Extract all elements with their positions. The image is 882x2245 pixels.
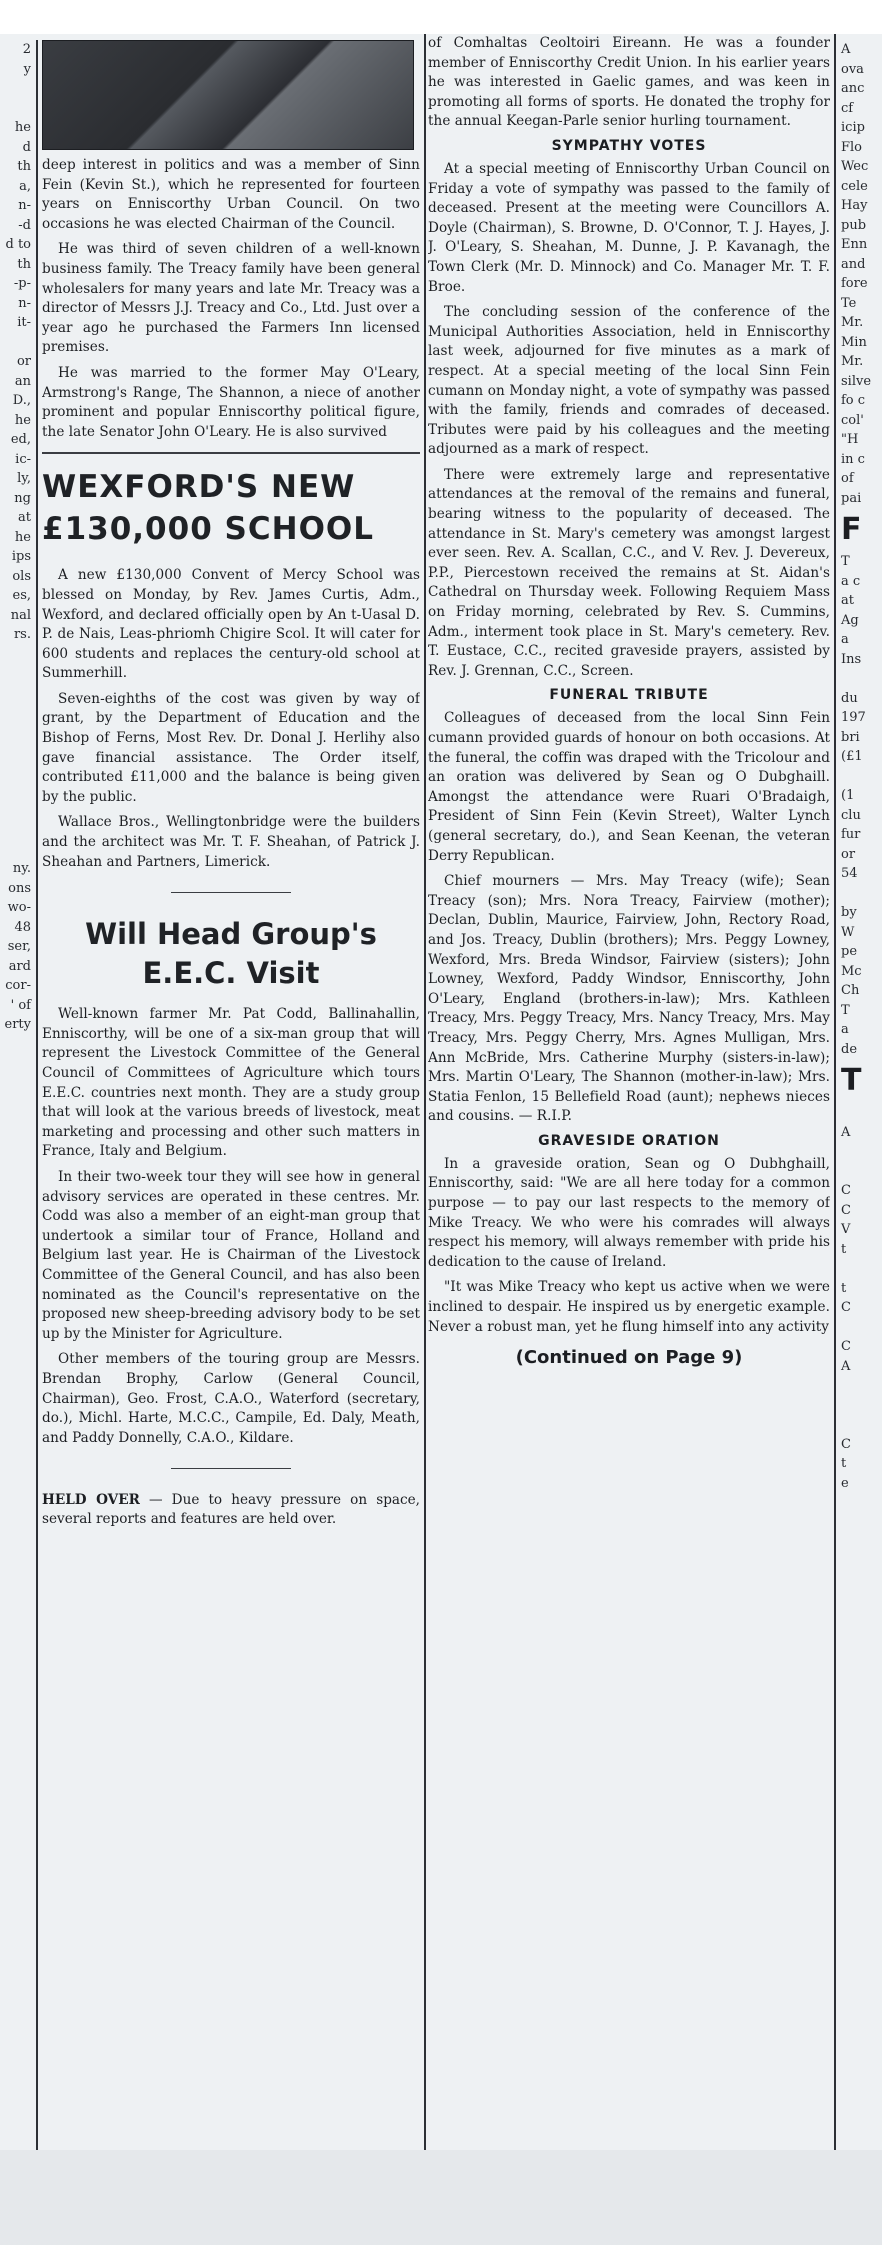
cut-text-fragment: C — [841, 1339, 851, 1354]
cut-text-fragment: ova — [841, 61, 864, 77]
cut-text-fragment — [838, 1259, 882, 1279]
cut-text-fragment — [0, 840, 34, 860]
cut-text-fragment: es, — [12, 588, 31, 603]
article-paragraph: There were extremely large and representative attendances at the removal of the remains and funeral, bearing witness to the popularity of deceased. The attendance in St. Mary's cemetery was amongst largest ever seen. Rev. A. Scallan, C.C., and V. Rev. J. Devereux, P.P., Piercestown received the remains at St. Aidan's Cathedral on Thursday week. Following Requiem Mass on Friday morning, celebrated by Rev. S. Cummins, Adm., interment took place in St. Mary's cemetery. Rev. T. Eustace, C.C., recited graveside prayers, assisted by Rev. J. Grennan, C.C., Screen. — [428, 466, 830, 679]
column-one — [42, 40, 420, 2150]
left-edge-column — [0, 40, 34, 2150]
cut-text-fragment — [838, 1162, 882, 1182]
cut-text-fragment: du — [841, 690, 858, 706]
cut-text-fragment: T — [841, 1002, 850, 1018]
cut-text-fragment: icip — [841, 120, 865, 135]
cut-text-fragment: he — [14, 412, 31, 428]
funeral-subhead: FUNERAL TRIBUTE — [549, 687, 709, 704]
cut-text-fragment: Mc — [841, 963, 862, 979]
cut-text-fragment: of — [841, 471, 854, 486]
cut-text-fragment: erty — [4, 1017, 31, 1032]
cut-text-fragment: y — [23, 61, 31, 77]
cut-text-fragment: ic- — [15, 451, 31, 467]
cut-text-fragment — [0, 664, 34, 684]
cut-text-fragment — [0, 820, 34, 840]
cut-text-fragment — [0, 645, 34, 665]
cut-text-fragment: he — [14, 120, 31, 135]
cut-text-fragment: 54 — [841, 866, 858, 881]
cut-text-fragment: fore — [841, 276, 868, 291]
cut-text-fragment — [0, 742, 34, 762]
cut-text-fragment: nal — [10, 607, 31, 623]
cut-text-fragment: ed, — [10, 432, 31, 447]
cut-text-fragment: cele — [841, 178, 868, 194]
cut-text-fragment: Ag — [841, 612, 859, 628]
held-over-text: — Due to heavy pressure on space, several reports and features are held over. — [42, 1492, 420, 1528]
cut-text-fragment: he — [14, 529, 31, 545]
cut-text-fragment — [838, 1415, 882, 1435]
cut-text-fragment: A — [841, 1124, 851, 1140]
article-paragraph: A new £130,000 Convent of Mercy School was blessed on Monday, by Rev. James Curtis, Adm., Wexford, and declared officially open by An t-Uasal D. P. de Nais, Leas-phriomh Chigire Scol. It will cater for 600 students and replaces the century-old school at Summerhill. — [42, 567, 420, 682]
cut-text-fragment: Hay — [841, 198, 868, 213]
cut-text-fragment: C — [841, 1202, 851, 1218]
cut-text-fragment: A — [841, 1358, 851, 1374]
cut-text-fragment: ips — [11, 549, 31, 564]
cut-text-fragment: ons — [8, 880, 31, 896]
cut-text-fragment — [838, 669, 882, 689]
cut-text-fragment: C — [841, 1436, 851, 1452]
cut-text-fragment: clu — [841, 807, 861, 823]
cut-text-fragment: -p- — [13, 276, 31, 291]
cut-text-fragment: a c — [841, 573, 861, 589]
cut-text-fragment: and — [841, 256, 866, 272]
cut-text-fragment: a — [841, 1022, 849, 1037]
cut-text-fragment: Ins — [841, 651, 862, 667]
column-two — [428, 34, 830, 2150]
news-photo — [42, 40, 414, 150]
article-paragraph: "It was Mike Treacy who kept us active when we were inclined to despair. He inspired us by energetic example. Never a robust man, yet he flung himself into any activity — [428, 1279, 830, 1335]
cut-text-fragment: T — [841, 554, 850, 569]
section-divider — [42, 452, 420, 454]
cut-text-fragment: fur — [841, 827, 861, 842]
cut-text-fragment: in c — [841, 451, 865, 467]
cut-text-fragment — [838, 1142, 882, 1162]
cut-text-fragment: Ch — [841, 983, 860, 998]
cut-text-fragment: "H — [841, 432, 859, 447]
article-paragraph: Colleagues of deceased from the local Sinn Fein cumann provided guards of honour on both occasions. At the funeral, the coffin was draped with the Tricolour and an oration was delivered by Sean og O Dubghaill. Amongst the attendance were Ruari O'Bradaigh, President of Sinn Fein (Kevin Street), Walter Lynch (general secretary, do.), and Sean Keenan, the veteran Derry Republican. — [428, 710, 830, 864]
cut-text-fragment: fo c — [841, 393, 866, 408]
cut-text-fragment: ' of — [10, 997, 31, 1013]
article-paragraph: In a graveside oration, Sean og O Dubhghaill, Enniscorthy, said: "We are all here today for a common purpose — to pay our last respects to the memory of Mike Treacy. We who were his comrades will always respect his memory, will always remember with pride his dedication to the cause of Ireland. — [428, 1155, 830, 1270]
cut-text-fragment: a, — [19, 178, 31, 194]
article-paragraph: of Comhaltas Ceoltoiri Eireann. He was a founder member of Enniscorthy Credit Union. In his earlier years he was interested in Gaelic games, and was keen in promoting all forms of sports. He donated the trophy for the annual Keegan-Parle senior hurling tournament. — [428, 35, 830, 130]
cut-text-fragment: D., — [12, 393, 31, 408]
cut-text-fragment: th — [17, 159, 31, 174]
article-paragraph: deep interest in politics and was a member of Sinn Fein (Kevin St.), which he represented for fourteen years on Enniscorthy Urban Council. On two occasions he was elected Chairman of the Council. — [42, 157, 420, 232]
cut-text-fragment: n- — [18, 198, 31, 213]
cut-text-fragment — [0, 801, 34, 821]
scan-bottom-margin — [0, 2150, 882, 2245]
cut-text-fragment: ard — [8, 958, 31, 974]
cut-text-fragment: Min — [841, 334, 867, 350]
held-over-notice — [42, 1491, 420, 1529]
school-headline: WEXFORD'S NEW £130,000 SCHOOL — [42, 469, 375, 548]
cut-text-fragment: t — [841, 1241, 847, 1257]
column-rule — [36, 40, 38, 2150]
column-rule — [834, 34, 836, 2150]
cut-text-fragment: bri — [841, 729, 860, 745]
cut-text-fragment: ny. — [12, 861, 31, 876]
cut-text-fragment — [838, 1396, 882, 1416]
cut-text-fragment — [0, 762, 34, 782]
cut-text-fragment — [838, 767, 882, 787]
cut-headline-letter: T — [841, 1063, 862, 1098]
section-divider — [171, 892, 291, 893]
cut-text-fragment: at — [18, 510, 31, 525]
cut-text-fragment: Mr. — [841, 315, 864, 330]
eec-headline: Will Head Group's E.E.C. Visit — [85, 917, 377, 991]
article-paragraph: Other members of the touring group are Messrs. Brendan Brophy, Carlow (General Council, Chairman), Geo. Frost, C.A.O., Waterford (secretary, do.), Michl. Harte, M.C.C., Campile, Ed. Daly, Meath, and Paddy Donnelly, C.A.O., Kildare. — [42, 1351, 420, 1446]
article-paragraph: Chief mourners — Mrs. May Treacy (wife); Sean Treacy (son); Mrs. Nora Treacy, Fairview (mother); Declan, Dublin, Maurice, Fairview, John, Rectory Road, and Jos. Treacy, Dublin (brothers); Mrs. Peggy Lowney, Wexford, Mrs. Breda Windsor, Fairview (sisters); John Lowney, Wexford, Paddy Windsor, Enniscorthy, John O'Leary, England (brothers-in-law); Mrs. Kathleen Treacy, Mrs. Peggy Treacy, Mrs. Nancy Treacy, Mrs. May Treacy, Mrs. Peggy Cherry, Mrs. Agnes Mulligan, Mrs. Ann McBride, Mrs. Catherine Murphy (sisters-in-law); Mrs. Martin O'Leary, The Shannon (mother-in-law); Mrs. Statia Fenlon, 15 Bellefield Road (aunt); nephews nieces and cousins. — R.I.P. — [428, 873, 830, 1125]
cut-text-fragment: n- — [18, 295, 31, 311]
cut-text-fragment: anc — [841, 81, 865, 96]
cut-text-fragment: Flo — [841, 139, 863, 155]
cut-text-fragment: col' — [841, 412, 864, 428]
cut-text-fragment: th — [17, 256, 31, 272]
cut-text-fragment: Te — [841, 295, 857, 311]
article-paragraph: Well-known farmer Mr. Pat Codd, Ballinahallin, Enniscorthy, will be one of a six-man group that will represent the Livestock Committee of the General Council of Committees of Agriculture which tours E.E.C. countries next month. They are a study group that will look at the various breeds of livestock, meat marketing and processing and other such matters in France, Italy and Belgium. — [42, 1006, 420, 1160]
cut-text-fragment: pub — [841, 217, 867, 233]
cut-text-fragment: silve — [841, 373, 872, 389]
continued-notice: (Continued on Page 9) — [515, 1347, 743, 1369]
cut-text-fragment: Enn — [841, 237, 868, 252]
cut-text-fragment — [838, 1103, 882, 1123]
cut-text-fragment: d to — [5, 237, 31, 252]
cut-text-fragment: (1 — [841, 788, 855, 803]
cut-text-fragment: C — [841, 1300, 851, 1315]
cut-text-fragment: -d — [18, 217, 31, 233]
cut-text-fragment — [0, 684, 34, 704]
cut-text-fragment: 2 — [22, 42, 31, 57]
cut-text-fragment: rs. — [13, 627, 31, 642]
cut-text-fragment: V — [841, 1222, 851, 1237]
cut-text-fragment: wo- — [7, 900, 31, 915]
article-paragraph: Wallace Bros., Wellingtonbridge were the builders and the architect was Mr. T. F. Sheahan, of Patrick J. Sheahan and Partners, Limerick. — [42, 814, 420, 870]
cut-text-fragment: Mr. — [841, 354, 864, 369]
cut-text-fragment: or — [841, 846, 856, 862]
cut-text-fragment: t — [841, 1456, 847, 1471]
cut-text-fragment: 197 — [841, 710, 866, 725]
cut-text-fragment: A — [841, 42, 851, 57]
cut-text-fragment — [838, 1376, 882, 1396]
cut-text-fragment: ser, — [7, 939, 31, 954]
cut-text-fragment — [838, 884, 882, 904]
article-paragraph: At a special meeting of Enniscorthy Urban Council on Friday a vote of sympathy was passed to the family of deceased. Present at the meeting were Councillors A. Doyle (Chairman), S. Browne, D. O'Connor, T. J. Hayes, J. J. O'Leary, S. Sheahan, M. Dunne, J. P. Kavanagh, the Town Clerk (Mr. D. Minnock) and Co. Manager Mr. T. F. Broe. — [428, 160, 830, 295]
cut-text-fragment: pai — [841, 490, 862, 506]
cut-text-fragment — [0, 333, 34, 353]
cut-text-fragment: 48 — [14, 919, 31, 935]
cut-text-fragment — [0, 781, 34, 801]
held-over-label: HELD OVER — [42, 1492, 140, 1509]
cut-headline-letter: F — [841, 512, 862, 547]
graveside-subhead: GRAVESIDE ORATION — [538, 1132, 720, 1149]
cut-text-fragment: pe — [841, 944, 858, 959]
article-paragraph: Seven-eighths of the cost was given by way of grant, by the Department of Education and the Bishop of Ferns, Most Rev. Dr. Donal J. Herlihy also gave financial assistance. The Order itself, contributed £11,000 and the balance is being given by the public. — [42, 690, 420, 805]
cut-text-fragment: d — [22, 139, 31, 155]
cut-text-fragment — [0, 99, 34, 119]
cut-text-fragment: or — [16, 354, 31, 369]
cut-text-fragment: e — [841, 1475, 849, 1491]
cut-text-fragment: cf — [841, 100, 854, 116]
cut-text-fragment — [0, 79, 34, 99]
scan-top-margin — [0, 0, 882, 34]
column-rule — [424, 34, 426, 2150]
cut-text-fragment — [838, 1318, 882, 1338]
sympathy-subhead: SYMPATHY VOTES — [551, 137, 707, 154]
cut-text-fragment: C — [841, 1183, 851, 1198]
cut-text-fragment: ols — [12, 568, 31, 584]
cut-text-fragment: an — [14, 373, 31, 389]
cut-text-fragment: it- — [17, 315, 31, 330]
cut-text-fragment: t — [841, 1280, 847, 1296]
article-paragraph: In their two-week tour they will see how in general advisory services are operated in these centres. Mr. Codd was also a member of an eight-man group that undertook a similar tour of France, Holland and Belgium last year. He is Chairman of the Livestock Committee of the General Council, and has also been nominated as the Council's representative on the proposed new sheep-breeding advisory body to be set up by the Minister for Agriculture. — [42, 1168, 420, 1342]
cut-text-fragment: de — [841, 1041, 858, 1057]
article-paragraph: He was third of seven children of a well-known business family. The Treacy family have been general wholesalers for many years and late Mr. Treacy was a director of Messrs J.J. Treacy and Co., Ltd. Just over a year ago he purchased the Farmers Inn licensed premises. — [42, 241, 420, 356]
cut-text-fragment: at — [841, 593, 854, 608]
article-paragraph: The concluding session of the conference of the Municipal Authorities Association, held in Enniscorthy last week, adjourned for five minutes as a mark of respect. At a special meeting of the local Sinn Fein cumann on Monday night, a vote of sympathy was passed with the family, friends and comrades of deceased. Tributes were paid by his colleagues and the meeting adjourned as a mark of respect. — [428, 304, 830, 458]
article-paragraph: He was married to the former May O'Leary, Armstrong's Range, The Shannon, a niece of another prominent and popular Enniscorthy political figure, the late Senator John O'Leary. He is also survived — [42, 364, 420, 440]
cut-text-fragment: ly, — [17, 471, 31, 486]
cut-text-fragment: ng — [14, 490, 31, 506]
cut-text-fragment: Wec — [841, 159, 869, 174]
cut-text-fragment: a — [841, 632, 849, 647]
section-divider — [171, 1468, 291, 1469]
cut-text-fragment: W — [841, 924, 855, 940]
cut-text-fragment: cor- — [5, 978, 31, 993]
right-edge-column — [838, 40, 882, 2150]
cut-text-fragment — [0, 703, 34, 723]
cut-text-fragment: by — [841, 905, 857, 920]
cut-text-fragment: (£1 — [841, 749, 863, 764]
cut-text-fragment — [0, 723, 34, 743]
